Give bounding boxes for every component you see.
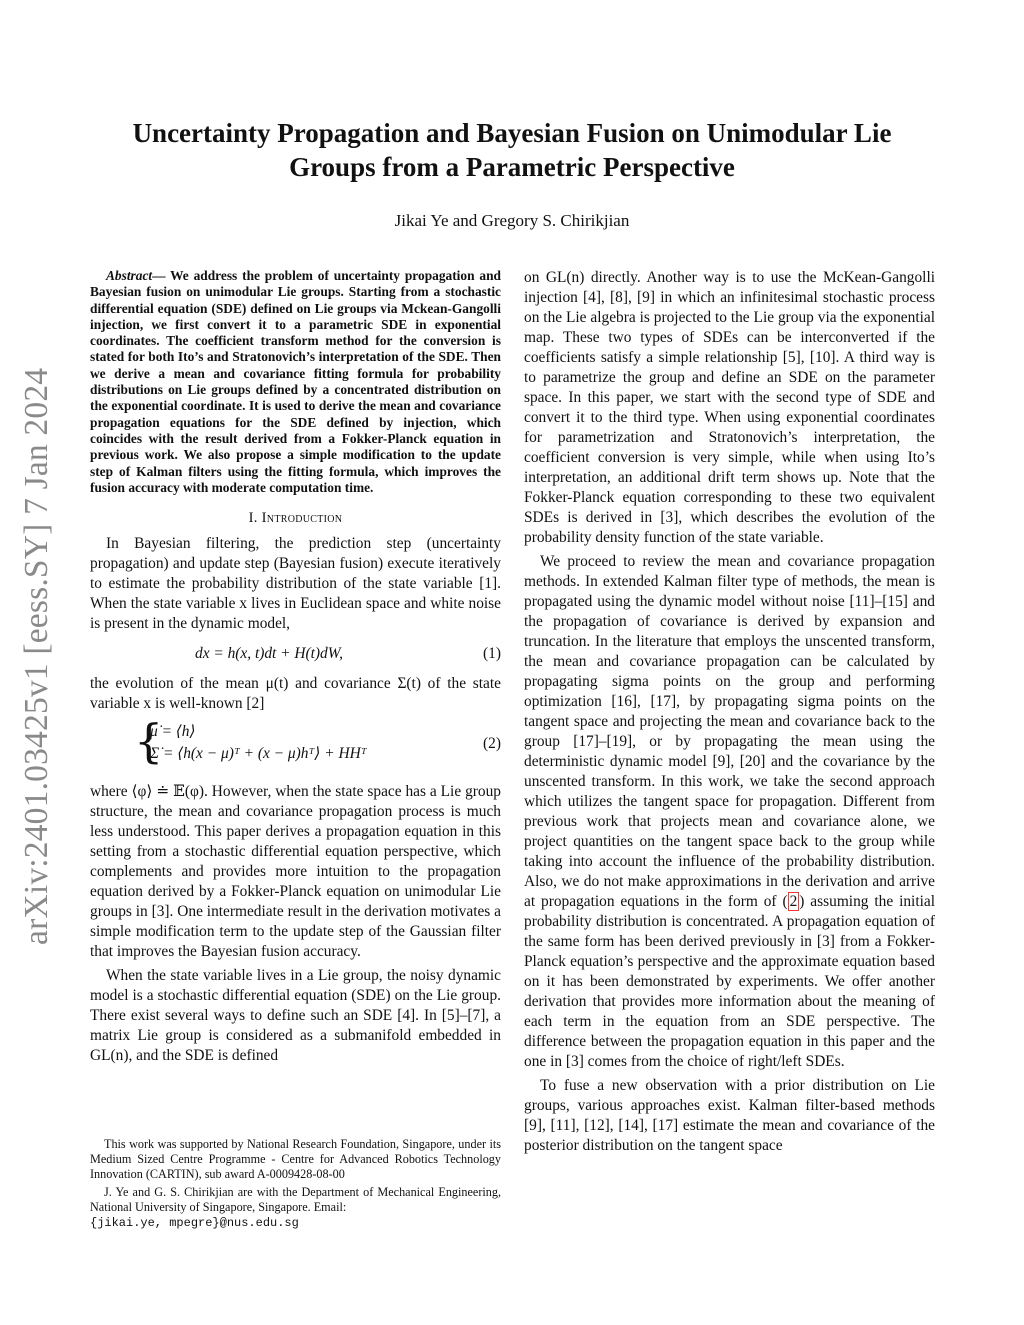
- intro-paragraph-3: where ⟨φ⟩ ≐ 𝔼(φ). However, when the state space has a Lie group structure, the mean and covariance propagation process is much less understood. This paper derives a propagation equation in this setting from a stochastic differential equation perspective, which complements and provides more intuition to the propagation equation derived by a Fokker-Planck equation on unimodular Lie groups in [3]. One intermediate result in the derivation motivates a simple modification term to the update step of the Gaussian filter that improves the Bayesian fusion accuracy.: [90, 783, 501, 961]
- equation-1-number: (1): [483, 645, 501, 663]
- abstract-label: Abstract: [106, 268, 153, 283]
- equation-2-line-1: μ̇ = ⟨h⟩: [150, 723, 196, 741]
- equation-2-brace: {: [134, 714, 164, 769]
- right-paragraph-1: on GL(n) directly. Another way is to use the McKean-Gangolli injection [4], [8], [9] in which an infinitesimal stochastic process on the Lie algebra is projected to the Lie group via the exponential map. These two types of SDEs can be interconverted if the coefficients satisfy a simple relationship [5], [10]. A third way is to parametrize the group and define an SDE on the parameter space. In this paper, we start with the second type of SDE and convert it to the third type. When using exponential coordinates for parametrization and Stratonovich’s interpretation, the coefficient conversion is very simple, while when using Ito’s interpretation, an additional drift term shows up. Note that the Fokker-Planck equation corresponding to these two equivalent SDEs is derived in [3], which describes the evolution of the probability density function of the state variable.: [524, 269, 935, 546]
- equation-2: [90, 714, 501, 772]
- left-column: [90, 268, 501, 1066]
- equation-2-line-2: Σ̇ = ⟨h(x − μ)ᵀ + (x − μ)hᵀ⟩ + HHᵀ: [150, 745, 367, 763]
- section-number: I.: [248, 510, 258, 527]
- footnote-affiliation: [90, 1185, 501, 1231]
- authors: Jikai Ye and Gregory S. Chirikjian: [394, 211, 630, 230]
- equation-2-reference-link[interactable]: 2: [789, 893, 798, 910]
- author-email: {jikai.ye, mpegre}@nus.edu.sg: [90, 1216, 299, 1230]
- abstract: [90, 268, 501, 496]
- right-paragraph-2-text-a: We proceed to review the mean and covariance propagation methods. In extended Kalman filter type of methods, the mean is propagated using the dynamic model without noise [11]–[15] and the propagation of covariance is derived by expansion and truncation. In the literature that employs the unscented transform, the mean and covariance propagation can be calculated by propagating sigma points on the group and performing optimization [16], [17], by propagating sigma points on the tangent space and projecting the mean and covariance back to the group [17]–[19], or by propagating the mean using the deterministic dynamic model [9], [20] and the covariance by the unscented transform. In this work, we take the second approach which utilizes the tangent space for propagation. Different from previous work that projects mean and covariance alone, we project quantities on the tangent space back to the group while taking into account the influence of the probability distribution. Also, we do not make approximations in the derivation and arrive at propagation equations in the form of (: [524, 553, 935, 910]
- arxiv-identifier-stamp: arXiv:2401.03425v1 [eess.SY] 7 Jan 2024: [18, 367, 55, 945]
- equation-1-body: dx = h(x, t)dt + H(t)dW,: [195, 645, 343, 663]
- right-paragraph-3: To fuse a new observation with a prior distribution on Lie groups, various approaches exist. Kalman filter-based methods [9], [11], [12], [14], [17] estimate the mean and covariance of the posterior distribution on the tangent space: [524, 1077, 935, 1154]
- section-title: Introduction: [261, 510, 343, 527]
- paper-title: [100, 116, 924, 184]
- right-paragraph-2-text-b: ) assuming the initial probability distribution is concentrated. A propagation equation of the same form has been derived previously in [3] from a Fokker-Planck equation’s perspective and the approximate equation based on it has been demonstrated by experiments. We offer another derivation that provides more information about the meaning of each term in the equation from an SDE perspective. The difference between the propagation equation in this paper and the one in [3] comes from the choice of right/left SDEs.: [524, 893, 935, 1070]
- equation-2-number: (2): [483, 735, 501, 753]
- abstract-text: — We address the problem of uncertainty propagation and Bayesian fusion on unimodular Lie groups. Starting from a stochastic differential equation (SDE) defined on Lie groups via Mckean-Gangolli injection, we first convert it to a parametric SDE in exponential coordinates. The coefficient transform method for the conversion is stated for both Ito’s and Stratonovich’s interpretation of the SDE. Then we derive a mean and covariance fitting formula for probability distributions on Lie groups defined by a concentrated distribution on the exponential coordinate. It is used to derive the mean and covariance propagation equations for the SDE defined by injection, which coincides with the result derived from a Fokker-Planck equation in previous work. We also propose a simple modification to the update step of Kalman filters using the fitting formula, which improves the fusion accuracy with moderate computation time.: [90, 268, 501, 495]
- intro-paragraph-4: When the state variable lives in a Lie group, the noisy dynamic model is a stochastic differential equation (SDE) on the Lie group. There exist several ways to define such an SDE [4]. In [5]–[7], a matrix Lie group is considered as a submanifold embedded in GL(n), and the SDE is defined: [90, 967, 501, 1065]
- right-paragraph-2: [524, 552, 935, 1072]
- footnote-affiliation-text: J. Ye and G. S. Chirikjian are with the Department of Mechanical Engineering, National University of Singapore, Singapore. Email:: [90, 1185, 501, 1214]
- intro-paragraph-1: In Bayesian filtering, the prediction step (uncertainty propagation) and update step (Bayesian fusion) execute iteratively to estimate the probability distribution of the state variable [1]. When the state variable x lives in Euclidean space and white noise is present in the dynamic model,: [90, 535, 501, 633]
- right-column: [524, 268, 935, 1156]
- intro-paragraph-2: the evolution of the mean μ(t) and covariance Σ(t) of the state variable x is well-known [2]: [90, 675, 501, 713]
- title-line-1: Uncertainty Propagation and Bayesian Fusion on Unimodular Lie: [132, 118, 892, 148]
- footnote-funding: This work was supported by National Research Foundation, Singapore, under its Medium Sized Centre Programme - Centre for Advanced Robotics Technology Innovation (CARTIN), sub award A-0009428-08-00: [90, 1137, 501, 1181]
- equation-1: [90, 642, 501, 666]
- footnotes: [90, 1137, 501, 1231]
- section-heading-introduction: [90, 508, 501, 528]
- title-line-2: Groups from a Parametric Perspective: [289, 152, 735, 182]
